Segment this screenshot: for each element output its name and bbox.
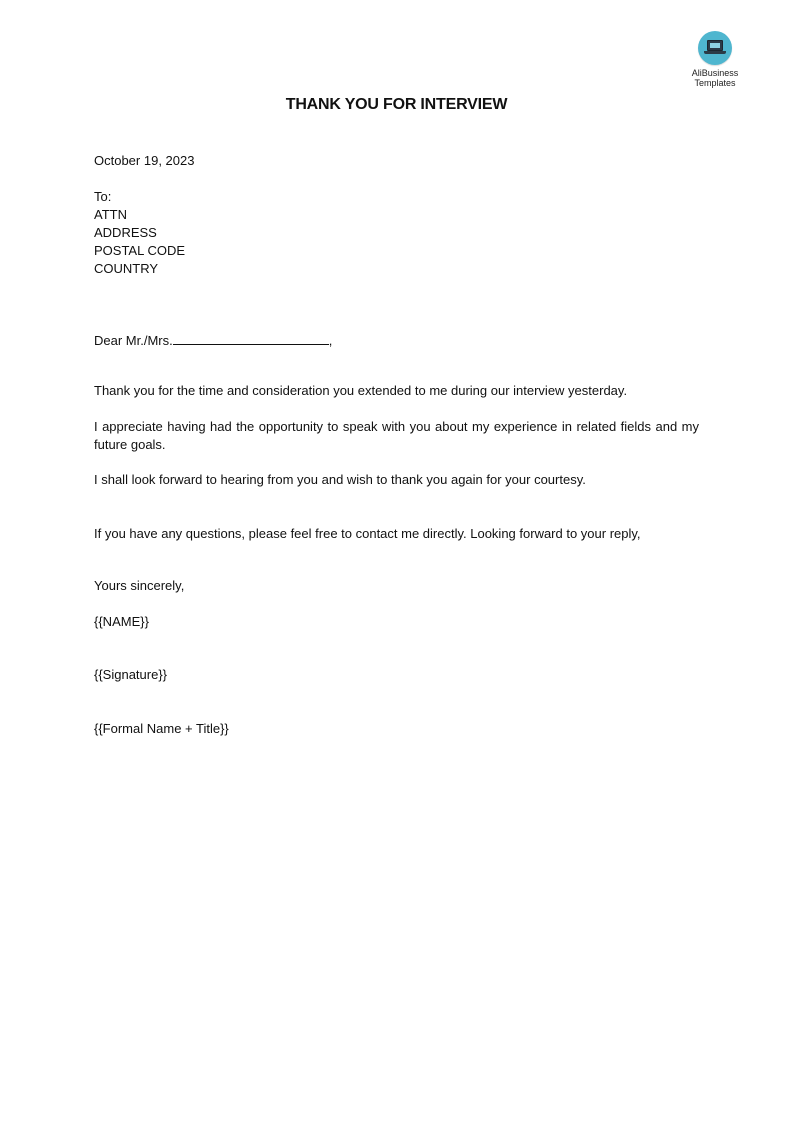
body-paragraph-4: If you have any questions, please feel free to contact me directly. Looking forward to your reply, <box>94 526 641 541</box>
recipient-label: To: <box>94 189 112 204</box>
formal-name-placeholder: {{Formal Name + Title}} <box>94 721 229 736</box>
body-paragraph-1: Thank you for the time and consideration you extended to me during our interview yesterday. <box>94 383 628 398</box>
letter-title: THANK YOU FOR INTERVIEW <box>285 96 508 113</box>
salutation-suffix: , <box>328 333 333 348</box>
address-line-country: COUNTRY <box>94 261 159 276</box>
address-line-attn: ATTN <box>94 207 127 222</box>
address-line-address: ADDRESS <box>94 225 157 240</box>
logo-circle <box>698 31 732 65</box>
closing: Yours sincerely, <box>94 578 185 593</box>
letter-date: October 19, 2023 <box>94 153 195 168</box>
company-logo <box>683 31 747 88</box>
name-blank-line <box>173 332 329 345</box>
body-paragraph-2: I appreciate having had the opportunity to speak with you about my experience in related fields and my future goals. <box>94 419 699 452</box>
logo-line-2: Templates <box>694 78 736 88</box>
logo-text <box>683 68 747 88</box>
name-placeholder: {{NAME}} <box>94 614 149 629</box>
salutation-prefix: Dear Mr./Mrs. <box>94 333 173 348</box>
salutation <box>94 332 332 350</box>
signature-placeholder: {{Signature}} <box>94 667 168 682</box>
address-line-postal-code: POSTAL CODE <box>94 243 186 258</box>
logo-line-1: AliBusiness <box>691 68 739 78</box>
body-paragraph-3: I shall look forward to hearing from you and wish to thank you again for your courtesy. <box>94 472 586 487</box>
